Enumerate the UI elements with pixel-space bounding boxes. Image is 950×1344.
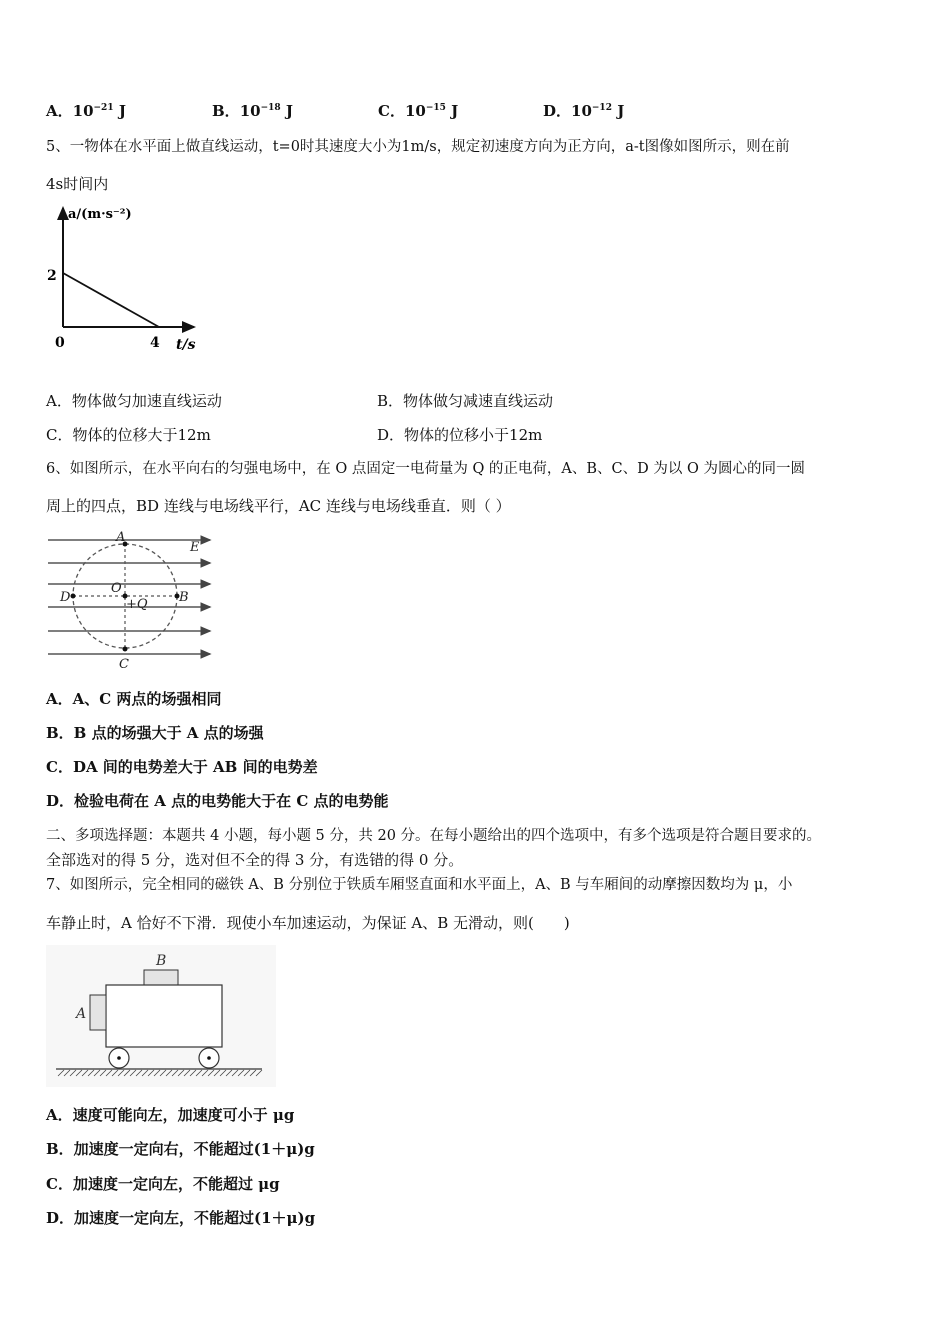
- q4-option-d: D．$10^{-12}$ J: [543, 102, 625, 120]
- label-d: D: [60, 590, 71, 605]
- q5-option-c: C．物体的位移大于12m: [46, 426, 211, 444]
- y-axis-label: a/(m·s⁻²): [68, 207, 132, 222]
- q7-option-c: C．加速度一定向左，不能超过 μg: [46, 1175, 280, 1193]
- label-b: B: [179, 590, 189, 605]
- q7-option-a: A．速度可能向左，加速度可小于 μg: [46, 1106, 295, 1124]
- q7-option-b: B．加速度一定向右，不能超过(1＋μ)g: [46, 1140, 315, 1158]
- q5-at-graph: [44, 200, 214, 360]
- q6-option-a: A．A、C 两点的场强相同: [46, 690, 222, 708]
- q4-option-b: B．$10^{-18}$ J: [212, 102, 293, 120]
- label-e: E: [190, 540, 200, 555]
- q4-option-a: A．$10^{-21}$ J: [46, 102, 126, 120]
- q5-stem-line1: 5、一物体在水平面上做直线运动，t=0时其速度大小为1m/s，规定初速度方向为正方向，a-t图像如图所示，则在前: [46, 139, 790, 155]
- magnet-b: [144, 970, 178, 985]
- label-a: A: [116, 530, 126, 545]
- q7-stem-line1: 7、如图所示，完全相同的磁铁 A、B 分别位于铁质车厢竖直面和水平面上，A、B 与车厢间的动摩擦因数均为 μ，小: [46, 877, 793, 893]
- label-b: B: [156, 953, 167, 969]
- q7-stem-line2: 车静止时，A 恰好不下滑．现使小车加速运动，为保证 A、B 无滑动，则( ): [46, 914, 570, 932]
- cart-body: [106, 985, 222, 1047]
- q5-stem-line2: 4s时间内: [46, 175, 109, 193]
- point-c: [123, 647, 128, 652]
- section2-heading-line1: 二、多项选择题：本题共 4 小题，每小题 5 分，共 20 分。在每小题给出的四个选项中，有多个选项是符合题目要求的。: [46, 828, 822, 844]
- label-q: +Q: [126, 597, 148, 612]
- point-d: [71, 594, 76, 599]
- section2-heading-line2: 全部选对的得 5 分，选对但不全的得 3 分，有选错的得 0 分。: [46, 851, 464, 869]
- q6-stem-line2: 周上的四点，BD 连线与电场线平行，AC 连线与电场线垂直．则（ ）: [46, 497, 511, 515]
- x-tick-4: 4: [150, 335, 160, 351]
- label-a: A: [76, 1006, 87, 1022]
- q6-stem-line1: 6、如图所示，在水平向右的匀强电场中，在 O 点固定一电荷量为 Q 的正电荷，A、B、C、D 为以 O 为圆心的同一圆: [46, 461, 805, 477]
- q6-option-d: D．检验电荷在 A 点的电势能大于在 C 点的电势能: [46, 792, 389, 810]
- q4-option-c: C．$10^{-15}$ J: [378, 102, 459, 120]
- y-tick-2: 2: [47, 268, 57, 284]
- q5-option-a: A．物体做匀加速直线运动: [46, 392, 222, 410]
- q6-field-figure: [44, 528, 219, 674]
- q6-option-c: C．DA 间的电势差大于 AB 间的电势差: [46, 758, 318, 776]
- x-axis-label: t/s: [176, 337, 196, 353]
- origin-label: 0: [55, 335, 65, 351]
- q7-cart-figure: [46, 945, 276, 1087]
- magnet-a: [90, 995, 106, 1030]
- label-o: O: [111, 581, 122, 596]
- at-line-series: [63, 273, 159, 327]
- q5-option-b: B．物体做匀减速直线运动: [377, 392, 554, 410]
- q7-option-d: D．加速度一定向左，不能超过(1＋μ)g: [46, 1209, 316, 1227]
- q6-option-b: B．B 点的场强大于 A 点的场强: [46, 724, 264, 742]
- label-c: C: [119, 657, 129, 672]
- q5-option-d: D．物体的位移小于12m: [377, 426, 543, 444]
